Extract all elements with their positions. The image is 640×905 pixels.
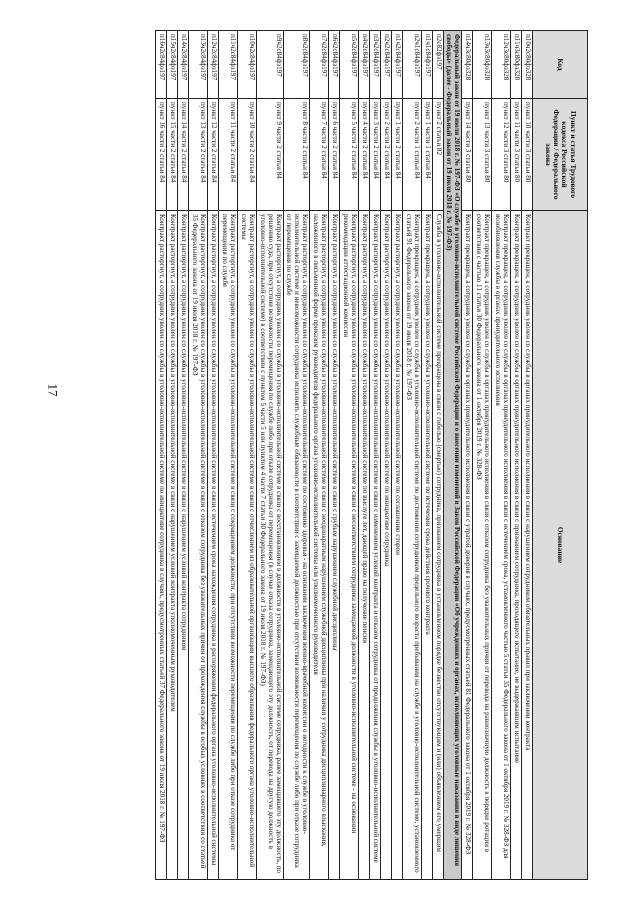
row-basis: Контракт расторгнут, а сотрудник уволен со службы в уголовно-исполнительной системе в связи с нарушением условий контракта уполномоченным руководителем [167,211,178,880]
row-code: п15ч2с84фз197 [167,31,178,99]
row-code: п2ч2с84фз197 [380,31,391,99]
row-basis: Контракт прекращен, а сотрудник уволен со службы в органах принудительного исполнения в связи с истечением срока, установленного частью 5 статьи 35 Федерального закона от 1 октября 2019 г. № 328-ФЗ для возобновления службы в органах принудительного исполнения [492,211,511,880]
section-title: Федеральный закон от 19 июля 2018 г. № 197-ФЗ «О службе в уголовно-исполнительной системе Российской Федерации и о внесении изменений в Закон Российской Федерации «Об учреждениях и органах, исполняющих уголовные наказания в виде лишения свободы» (далее - Федеральный закон от 19 июля 2018 г. № 197-ФЗ) [443,31,462,880]
row-basis: Контракт расторгнут, а сотрудник уволен со службы в уголовно-исполнительной системе в связи с несоответствием сотрудника замещаемой должности в уголовно-исполнительной системе - на основании рекомендации аттестационной комиссии [340,211,359,880]
row-article: пункт 11 части 2 статьи 84 [219,99,238,211]
row-article: пункт 13 части 3 статьи 80 [473,99,492,211]
row-basis: Служба в уголовно-исполнительной системе прекращена в связи с гибелью (смертью) сотрудника, признанием сотрудника в установленном порядке безвестно отсутствующим и (или) объявлением его умершим [432,211,443,880]
row-basis: Контракт прекращен, а сотрудник уволен со службы в органах принудительного исполнения в связи с признанием сотрудника, проходящего испытание, не выдержавшим испытание [511,211,522,880]
table-row [473,31,492,880]
row-article: пункт 1 части 2 статьи 84 [391,99,402,211]
row-article: пункт 2 части 2 статьи 84 [380,99,391,211]
row-basis: Контракт расторгнут, а сотрудник уволен со службы в уголовно-исполнительной системе по инициативе сотрудника [380,211,391,880]
codes-table [155,30,588,880]
row-article: пункт 16 части 2 статьи 84 [156,99,167,211]
row-article: пункт 10 части 3 статьи 80 [522,99,533,211]
row-article: пункт 11 части 3 статьи 80 [511,99,522,211]
row-basis: Контракт расторгнут, а сотрудник уволен со службы в уголовно-исполнительной системе в связи с нарушением условий контракта сотрудником [178,211,189,880]
table-row [219,31,238,880]
header-article: Пункт и статья Трудового кодекса Российской Федерации / Федерального закона [533,99,588,211]
row-code: п1ч1с84фз197 [421,31,432,99]
table-row [283,31,310,880]
row-article: пункт 12 части 2 статьи 84 [208,99,219,211]
row-basis: Контракт расторгнут, а сотрудник уволен со службы в уголовно-исполнительной системе в связи с восстановлением в должности в уголовно-исполнительной системе сотрудника, ранее замещавшего эту должность, по решению суда, при отсутствии возможности перемещения по службе либо при отказе сотрудника от перемещения (в случае отказа сотрудника, замещающего эту должность, от перевода на другую должность в уголовно-исполнительной системе) в соответствии с пунктом 5 части 5 или пунктом 4 части 7 статьи 30 Федерального закона от 19 июля 2018 г. № 197-ФЗ) [256,211,283,880]
table-row [167,31,178,880]
table-row [329,31,340,880]
row-code: п3ч2с84фз197 [370,31,381,99]
row-code: п13ч2с84фз197 [189,31,208,99]
table-row [511,31,522,880]
table-row [208,31,219,880]
row-code: п14ч3с80фз328 [462,31,473,99]
row-basis: Контракт прекращен, а сотрудник уволен со службы в органах принудительного исполнения в связи с отказом сотрудника без уважительных причин от перевода на равнозначную должность в порядке ротации в соответствии с частью 11 статьи 30 Федерального закона от 1 октября 2019 г. № 328-ФЗ [473,211,492,880]
table-row [421,31,432,880]
row-code: п16ч2с84фз197 [156,31,167,99]
row-code: п4ч2с84фз197 [359,31,370,99]
table-row [462,31,473,880]
row-code: п12ч3с80фз328 [492,31,511,99]
row-code: п7ч2с84фз197 [310,31,329,99]
row-article: пункт 14 части 2 статьи 84 [178,99,189,211]
row-article: пункт 2 статьи 82 [432,99,443,211]
table-body [156,31,533,880]
header-basis: Основание [533,211,588,880]
row-article: пункт 10 части 2 статьи 84 [237,99,256,211]
table-row [522,31,533,880]
row-basis: Контракт расторгнут, а сотрудник уволен со службы в уголовно-исполнительной системе в связи с отчислением из образовательной организации высшего образования федерального органа уголовно-исполнительной системы [237,211,256,880]
row-code: п6ч2с84фз197 [329,31,340,99]
row-basis: Контракт расторгнут, а сотрудник уволен со службы в уголовно-исполнительной системе в связи с отказом сотрудника без уважительных причин от прохождения службы в особых условиях в соответствии со статьей 35 Федерального закона от 19 июля 2018 г. № 197-ФЗ [189,211,208,880]
table-row [380,31,391,880]
table-row [189,31,208,880]
row-basis: Контракт прекращен, а сотрудник уволен со службы в уголовно-исполнительной системе по достижении сотрудником предельного возраста пребывания на службе в уголовно-исполнительной системе, установленного статьей 91 Федерального закона от 19 июля 2018 г. № 197-ФЗ [402,211,421,880]
row-code: п10ч2с84фз197 [237,31,256,99]
row-article: пункт 14 части 3 статьи 80 [462,99,473,211]
row-article: пункт 13 части 2 статьи 84 [189,99,208,211]
table-row [156,31,167,880]
table-row [402,31,421,880]
row-basis: Контракт расторгнут, а сотрудник уволен со службы в уголовно-исполнительной системе по выслуге лет, дающей право на получение пенсии [359,211,370,880]
row-code: п11ч2с84фз197 [219,31,238,99]
page-number: 17 [45,383,61,397]
table-row [237,31,256,880]
table-row [340,31,359,880]
table-row [256,31,283,880]
section-row [443,31,462,880]
row-article: пункт 9 части 2 статьи 84 [256,99,283,211]
header-code: Код [533,31,588,99]
row-code: п14ч2с84фз197 [178,31,189,99]
row-basis: Контракт расторгнут, а сотрудник уволен со службы в уголовно-исполнительной системе по инициативе сотрудника в случаях, предусмотренных статьей 37 Федерального закона от 19 июля 2018 г. № 197-ФЗ [156,211,167,880]
table-row [432,31,443,880]
row-article: пункт 12 части 3 статьи 80 [492,99,511,211]
row-basis: Контракт прекращен, а сотрудник уволен со службы в органах принудительного исполнения в связи с нарушением сотрудником обязательных правил при заключении контракта [522,211,533,880]
table-row [359,31,370,880]
table-row [178,31,189,880]
row-code: п12ч2с84фз197 [208,31,219,99]
row-article: пункт 5 части 2 статьи 84 [340,99,359,211]
row-article: пункт 8 части 2 статьи 84 [283,99,310,211]
row-code: п13ч3с80фз328 [473,31,492,99]
row-basis: Контракт расторгнут, а сотрудник уволен со службы в уголовно-исполнительной системе в связи с сокращением должности, при отсутствии возможности перемещения по службе либо при отказе сотрудника от перемещения по службе [219,211,238,880]
row-basis: Контракт расторгнут, а сотрудник уволен со службы в уголовно-исполнительной системе в связи с неоднократным нарушением служебной дисциплины при наличии у сотрудника дисциплинарного взыскания, наложенного в письменной форме приказом руководителя федерального органа уголовно-исполнительной системы или уполномоченного руководителя [310,211,329,880]
row-code: п9ч2с84фз197 [256,31,283,99]
row-basis: Контракт расторгнут, а сотрудник уволен со службы в уголовно-исполнительной системе по состоянию здоровья - на основании заключения военно-врачебной комиссии о негодности к службе в уголовно-исполнительной системе и невозможности сотрудника исполнять служебные обязанности в соответствии с замещаемой должностью при отсутствии возможности перемещения по службе либо при отказе сотрудника от перемещения по службе [283,211,310,880]
row-article: пункт 15 части 2 статьи 84 [167,99,178,211]
row-code: п2ч1с84фз197 [402,31,421,99]
row-code: п11ч3с80фз328 [511,31,522,99]
row-article: пункт 7 части 2 статьи 84 [310,99,329,211]
table-row [370,31,381,880]
row-article: пункт 4 части 2 статьи 84 [359,99,370,211]
row-basis: Контракт расторгнут, а сотрудник уволен со службы в уголовно-исполнительной системе по соглашению сторон [391,211,402,880]
table-header-row [533,31,588,880]
row-article: пункт 3 части 2 статьи 84 [370,99,381,211]
row-code: п8ч2с84фз197 [283,31,310,99]
row-code: п2с82фз197 [432,31,443,99]
row-article: пункт 2 части 1 статьи 84 [402,99,421,211]
row-basis: Контракт прекращен, а сотрудник уволен со службы в уголовно-исполнительной системе по истечении срока действия срочного контракта [421,211,432,880]
row-code: п5ч2с84фз197 [340,31,359,99]
table-row [310,31,329,880]
row-basis: Контракт расторгнут, а сотрудник уволен со службы в уголовно-исполнительной системе в связи с изменением условий контракта и отказом сотрудника от продолжения службы в уголовно-исполнительной системе [370,211,381,880]
row-basis: Контракт расторгнут, а сотрудник уволен со службы в уголовно-исполнительной системе в связи с истечением срока нахождения сотрудника в распоряжении федерального органа уголовно-исполнительной системы [208,211,219,880]
table-row [391,31,402,880]
row-article: пункт 1 части 1 статьи 84 [421,99,432,211]
rotated-page [68,30,588,880]
table-row [492,31,511,880]
row-code: п1ч2с84фз197 [391,31,402,99]
row-article: пункт 6 части 2 статьи 84 [329,99,340,211]
row-code: п10ч2с80фз328 [522,31,533,99]
row-basis: Контракт расторгнут, а сотрудник уволен со службы в уголовно-исполнительной системе в связи с грубым нарушением служебной дисциплины [329,211,340,880]
row-basis: Контракт прекращен, а сотрудник уволен со службы в органах принудительного исполнения в связи с утратой доверия в случаях, предусмотренных статьей 81 Федерального закона от 1 октября 2019 г. № 328-ФЗ [462,211,473,880]
